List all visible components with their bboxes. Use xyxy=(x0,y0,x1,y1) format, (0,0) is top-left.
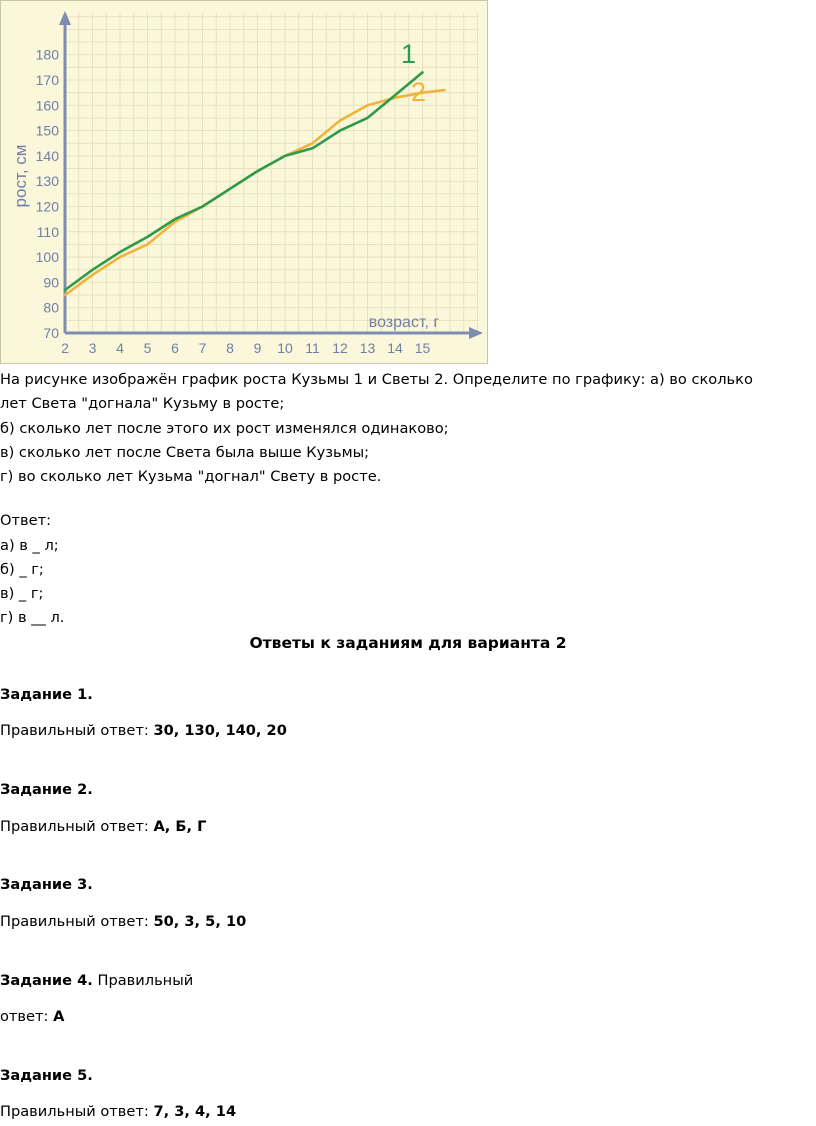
y-tick-label: 110 xyxy=(36,223,59,240)
task-line-2: лет Света "догнала" Кузьму в росте; xyxy=(0,395,285,412)
x-tick-label: 9 xyxy=(253,340,262,356)
x-axis-label: возраст, г xyxy=(368,314,440,331)
y-tick-label: 70 xyxy=(43,325,59,341)
x-tick-label: 4 xyxy=(116,340,124,356)
y-tick-label: 80 xyxy=(43,299,59,316)
y-tick-label: 140 xyxy=(35,147,59,164)
answer-line-a: а) в _ л; xyxy=(0,537,59,554)
task-5-title: Задание 5. xyxy=(0,1067,93,1084)
task-1-title: Задание 1. xyxy=(0,686,93,703)
task-line-4: в) сколько лет после Света была выше Кузьмы; xyxy=(0,444,370,461)
growth-chart-svg xyxy=(1,1,489,365)
y-axis-arrow xyxy=(59,11,71,25)
y-tick-label: 170 xyxy=(35,72,59,88)
x-tick-label: 14 xyxy=(387,340,403,356)
series-1-label: 1 xyxy=(401,39,417,69)
x-tick-label: 3 xyxy=(88,340,97,356)
task-3-title: Задание 3. xyxy=(0,876,93,893)
x-tick-label: 15 xyxy=(414,340,431,356)
task-2-title: Задание 2. xyxy=(0,781,93,798)
answer-label: Ответ: xyxy=(0,512,51,529)
x-tick-label: 12 xyxy=(332,340,348,356)
task-4-title: Задание 4. Правильный xyxy=(0,972,194,989)
series-2-line xyxy=(65,90,445,295)
x-tick-label: 5 xyxy=(143,340,152,356)
x-tick-label: 11 xyxy=(305,340,320,356)
x-axis-arrow xyxy=(469,327,483,339)
y-tick-label: 130 xyxy=(35,173,59,190)
y-tick-label: 90 xyxy=(43,274,59,291)
series-2-label: 2 xyxy=(411,77,427,107)
y-tick-label: 100 xyxy=(35,249,59,266)
x-tick-label: 8 xyxy=(226,340,234,356)
y-axis-label: рост, см xyxy=(11,144,30,208)
answer-line-c: в) _ г; xyxy=(0,585,44,602)
task-line-5: г) во сколько лет Кузьма "догнал" Свету в росте. xyxy=(0,468,382,485)
task-5-answer: Правильный ответ: 7, 3, 4, 14 xyxy=(0,1103,237,1120)
answer-line-d: г) в __ л. xyxy=(0,609,65,626)
growth-chart xyxy=(0,0,488,364)
task-1-answer: Правильный ответ: 30, 130, 140, 20 xyxy=(0,722,287,739)
answers-heading: Ответы к заданиям для варианта 2 xyxy=(249,634,567,652)
x-tick-label: 10 xyxy=(277,340,293,356)
task-4-answer: ответ: А xyxy=(0,1008,65,1025)
task-2-answer: Правильный ответ: А, Б, Г xyxy=(0,818,207,835)
y-tick-label: 180 xyxy=(35,46,59,63)
x-tick-label: 13 xyxy=(359,340,376,356)
y-tick-label: 120 xyxy=(35,198,59,215)
x-tick-label: 6 xyxy=(171,340,179,356)
task-line-3: б) сколько лет после этого их рост изменялся одинаково; xyxy=(0,420,449,437)
y-tick-label: 160 xyxy=(35,97,59,114)
x-tick-label: 7 xyxy=(198,340,207,356)
answer-line-b: б) _ г; xyxy=(0,561,44,578)
y-tick-label: 150 xyxy=(35,122,59,139)
task-line-1: На рисунке изображён график роста Кузьмы 1 и Светы 2. Определите по графику: а) во сколько xyxy=(0,371,753,388)
x-tick-label: 2 xyxy=(61,340,69,356)
task-3-answer: Правильный ответ: 50, 3, 5, 10 xyxy=(0,913,247,930)
